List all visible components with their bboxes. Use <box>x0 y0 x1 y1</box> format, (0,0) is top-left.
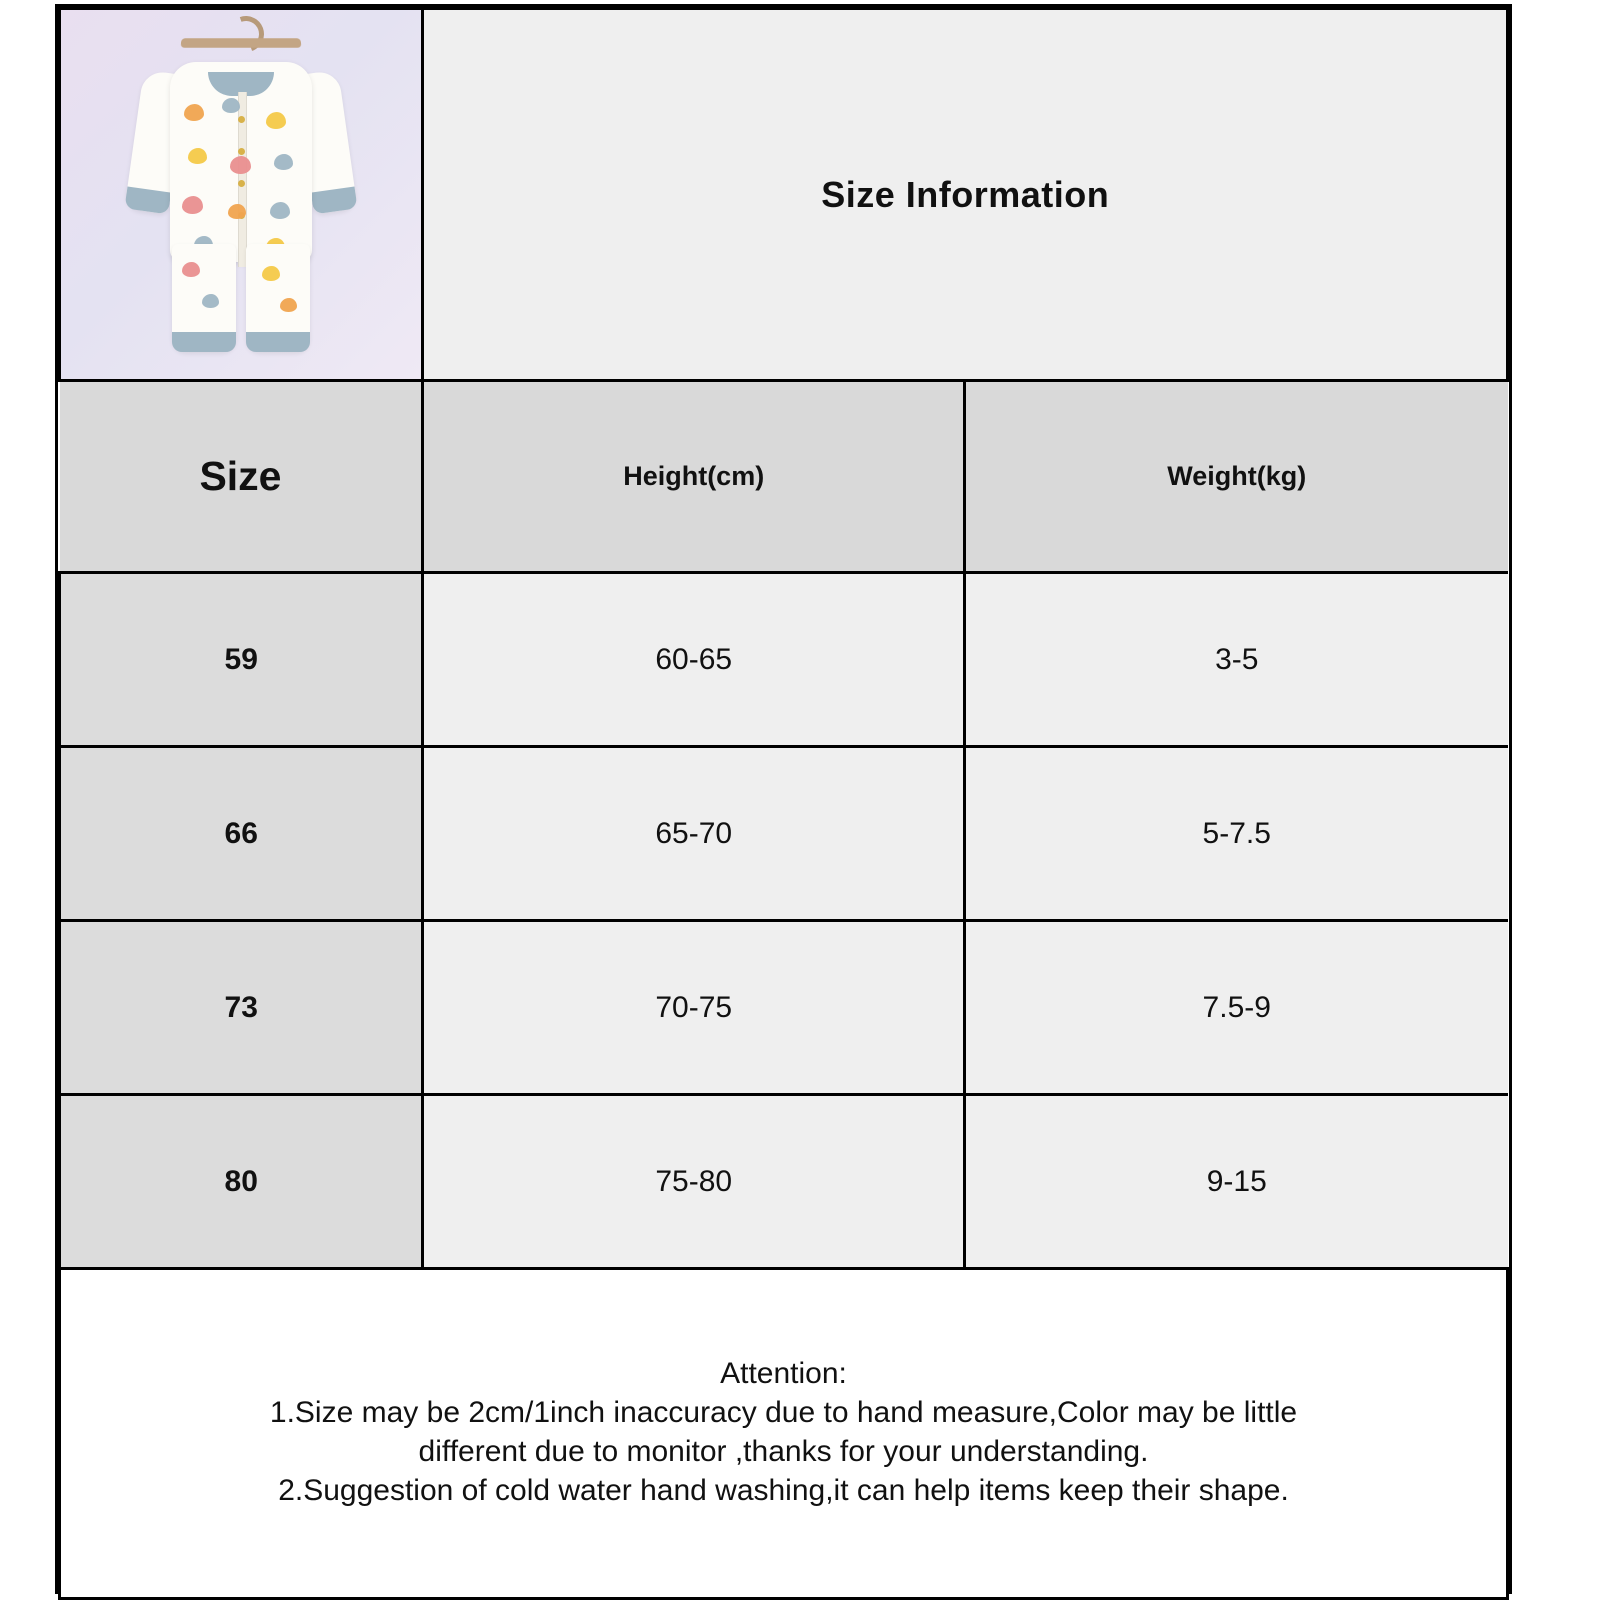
cell-height: 70-75 <box>423 921 965 1095</box>
cell-weight: 3-5 <box>964 573 1507 747</box>
print-dot <box>182 196 203 214</box>
cell-size: 73 <box>60 921 423 1095</box>
romper-illustration <box>126 48 356 348</box>
print-dot <box>270 202 290 219</box>
table-row <box>60 747 1508 921</box>
print-dot <box>274 154 293 170</box>
attention-heading: Attention: <box>720 1356 847 1390</box>
print-dot <box>182 262 200 277</box>
leg-cuff-left <box>172 332 236 352</box>
print-dot <box>222 98 240 113</box>
print-dot <box>266 112 286 129</box>
cell-height: 75-80 <box>423 1095 965 1269</box>
attention-line-3: 2.Suggestion of cold water hand washing,it can help items keep their shape. <box>278 1474 1289 1508</box>
table-row <box>60 573 1508 747</box>
table-row <box>60 921 1508 1095</box>
cell-size: 80 <box>60 1095 423 1269</box>
attention-line-2: different due to monitor ,thanks for your understanding. <box>418 1435 1149 1469</box>
cell-weight: 7.5-9 <box>964 921 1507 1095</box>
cuff-left <box>125 186 172 214</box>
leg-cuff-right <box>246 332 310 352</box>
romper-torso <box>170 62 312 262</box>
cell-height: 60-65 <box>423 573 965 747</box>
print-dot <box>228 204 246 219</box>
print-dot <box>184 104 204 121</box>
table-row-product-title <box>60 9 1508 381</box>
size-information-table <box>58 7 1509 1600</box>
romper-leg-right <box>246 244 310 352</box>
page-title: Size Information <box>423 9 1508 381</box>
product-image-cell <box>60 9 423 381</box>
print-dot <box>188 148 207 164</box>
cell-weight: 9-15 <box>964 1095 1507 1269</box>
size-chart-table-container <box>55 4 1512 1594</box>
column-header-weight: Weight(kg) <box>964 381 1507 573</box>
cell-size: 59 <box>60 573 423 747</box>
column-header-height: Height(cm) <box>423 381 965 573</box>
cell-size: 66 <box>60 747 423 921</box>
print-dot <box>202 294 219 308</box>
attention-block <box>60 1269 1508 1599</box>
attention-line-1: 1.Size may be 2cm/1inch inaccuracy due to hand measure,Color may be little <box>269 1396 1298 1430</box>
print-dot <box>262 266 280 281</box>
cell-weight: 5-7.5 <box>964 747 1507 921</box>
column-header-size: Size <box>60 381 423 573</box>
product-photo <box>61 10 421 379</box>
attention-row <box>60 1269 1508 1599</box>
romper-leg-left <box>172 244 236 352</box>
table-header-row <box>60 381 1508 573</box>
table-row <box>60 1095 1508 1269</box>
cell-height: 65-70 <box>423 747 965 921</box>
cuff-right <box>311 186 358 214</box>
print-dot <box>280 298 297 312</box>
hanger-bar-icon <box>181 38 302 48</box>
print-dot <box>230 156 251 174</box>
